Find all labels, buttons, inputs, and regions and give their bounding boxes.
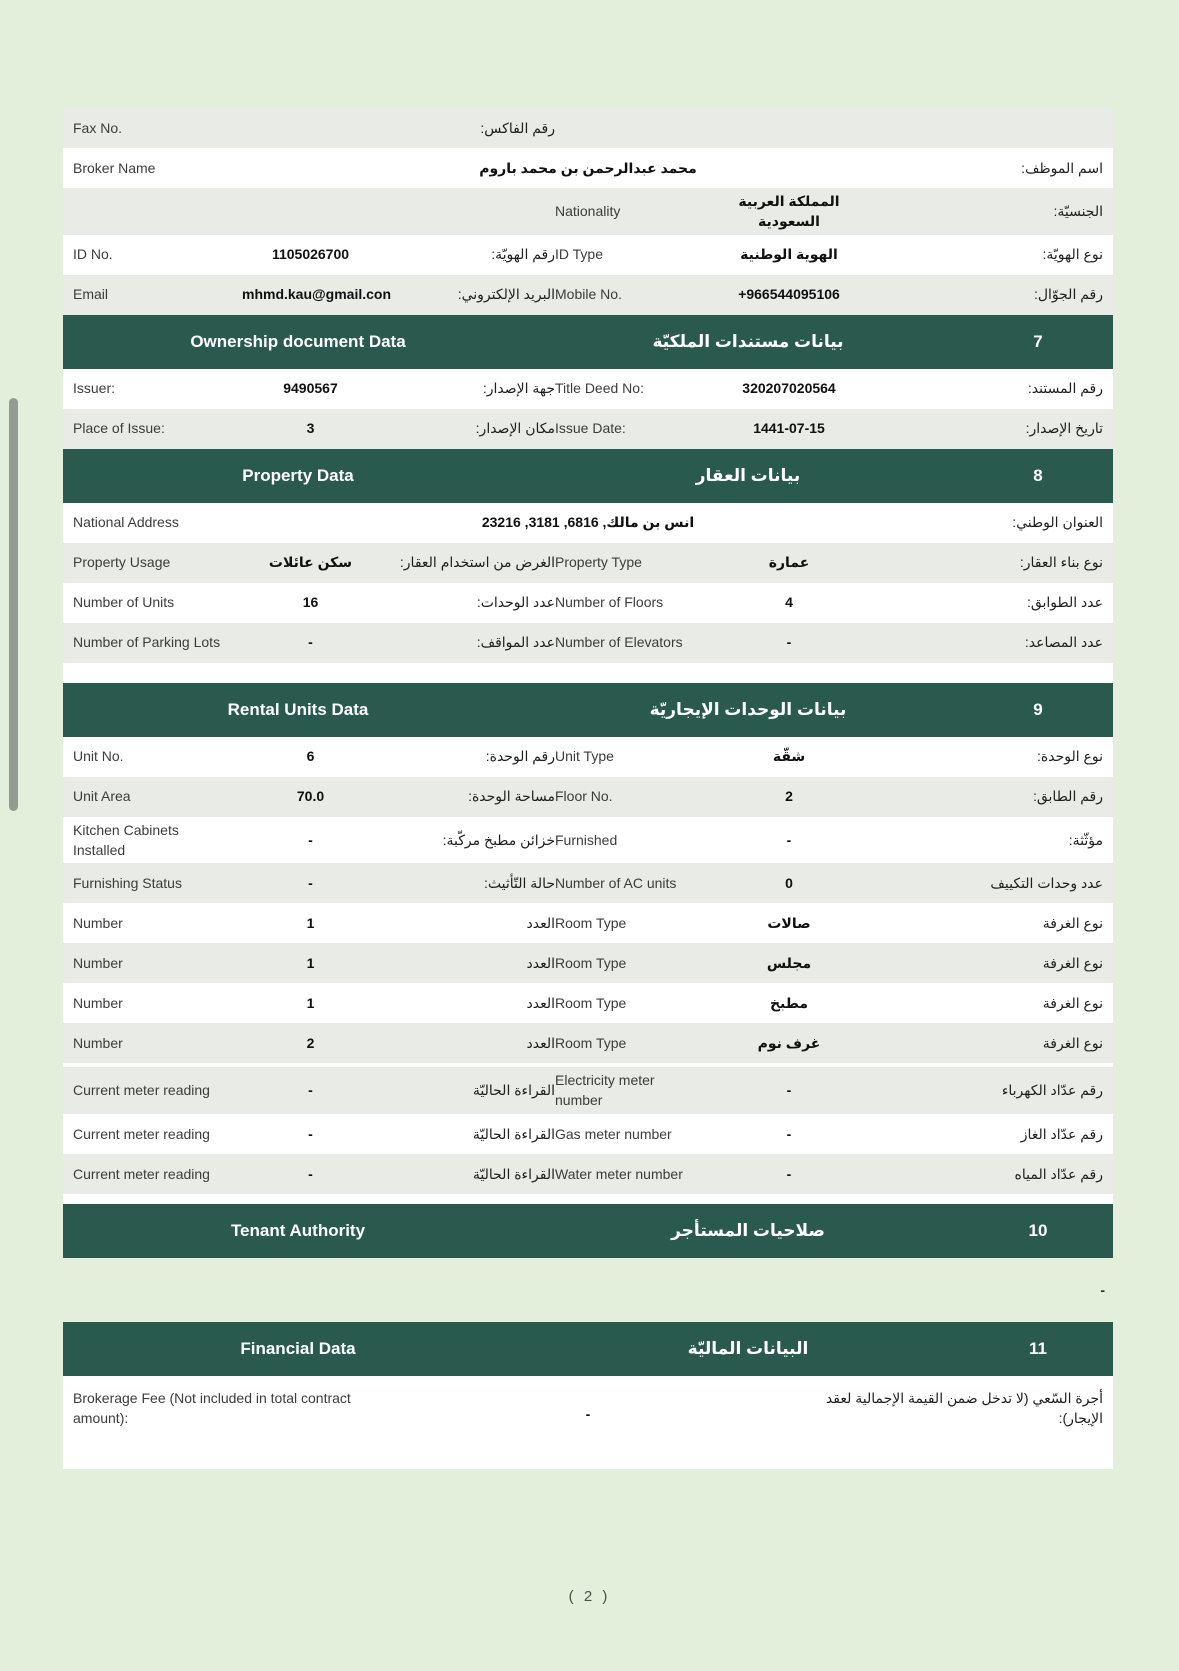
field-label-ar-left: رقم الوحدة: (485, 748, 555, 765)
field-label-ar-right: عدد وحدات التكييف (990, 875, 1103, 892)
row-tenant-authority-empty (63, 1258, 1113, 1322)
field-value-left: 6 (306, 748, 315, 765)
section-title-en: Tenant Authority (230, 1220, 366, 1240)
section-title-en: Financial Data (240, 1338, 356, 1358)
row-national-address (63, 503, 1113, 543)
row-gap-before-tenant-authority (63, 1194, 1113, 1204)
field-label-ar-right: نوع الغرفة (1042, 1035, 1103, 1052)
field-value: - (585, 1405, 591, 1422)
field-label-ar: أجرة السّعي (لا تدخل ضمن القيمة الإجمالية لعقد الإيجار): (825, 1389, 1103, 1427)
section-title-ar: بيانات العقار (695, 465, 801, 485)
field-value-right: 320207020564 (742, 380, 836, 397)
field-label-en-right: Electricity meter number (555, 1072, 655, 1109)
section-title-ar: بيانات مستندات الملكيّة (652, 331, 844, 351)
field-label-ar-right: نوع الغرفة (1042, 995, 1103, 1012)
field-label-en-right: Number of Elevators (555, 634, 683, 651)
row-electricity-meter (63, 1067, 1113, 1114)
row-room-halls (63, 903, 1113, 943)
field-label-en-left: Number of Units (73, 594, 175, 611)
row-nationality (63, 188, 1113, 235)
field-value-left: mhmd.kau@gmail.con (242, 286, 392, 303)
section-title-ar: البيانات الماليّة (687, 1338, 809, 1358)
field-label-en: Broker Name (73, 159, 156, 176)
field-label-ar-left: الغرض من استخدام العقار: (399, 554, 555, 571)
field-value-right: 4 (785, 594, 793, 611)
section-header-ownership-document-data (63, 315, 1113, 369)
section-title-en: Property Data (242, 465, 354, 485)
field-value-right: - (786, 1082, 792, 1099)
field-label-ar-right: نوع الهويّة: (1042, 246, 1103, 263)
field-value-right: الهوية الوطنية (740, 246, 838, 263)
field-label-ar-right: الجنسيّة: (1053, 203, 1103, 220)
field-value-left: 3 (306, 420, 315, 437)
section-header-financial-data (63, 1322, 1113, 1376)
field-value-right: شقّة (772, 748, 806, 765)
field-label-en-left: Number (73, 995, 123, 1012)
field-label-en-right: Furnished (555, 831, 618, 848)
section-number: 7 (1033, 331, 1043, 351)
row-units-floors (63, 583, 1113, 623)
section-title-ar: صلاحيات المستأجر (671, 1220, 825, 1240)
row-room-majlis (63, 943, 1113, 983)
field-value-left: 1 (306, 995, 315, 1012)
field-label-en: National Address (73, 514, 179, 531)
field-label-ar: العنوان الوطني: (1012, 514, 1103, 531)
field-value: انس بن مالك, 6816, 3181, 23216 (481, 514, 695, 531)
field-label-ar-left: العدد (526, 915, 555, 932)
field-label-en-left: Unit No. (73, 748, 124, 765)
field-label-ar-left: العدد (526, 1035, 555, 1052)
section-title-en: Ownership document Data (190, 331, 406, 351)
field-label-en-left: Number (73, 955, 123, 972)
row-gas-meter (63, 1114, 1113, 1154)
field-value-left: - (308, 831, 313, 848)
scrollbar-thumb[interactable] (9, 398, 18, 811)
field-label-ar-right: رقم الطابق: (1032, 788, 1103, 805)
field-label-en-right: Room Type (555, 1035, 627, 1052)
row-unit-no-type (63, 737, 1113, 777)
field-label-en-right: Issue Date: (555, 420, 626, 437)
field-value-left: 9490567 (283, 380, 338, 397)
field-value-right: - (786, 1125, 792, 1142)
field-label-en-left: Number of Parking Lots (73, 634, 221, 651)
field-value-left: 70.0 (296, 788, 325, 805)
row-email-mobile (63, 275, 1113, 315)
field-label-en-right: Mobile No. (555, 286, 622, 303)
field-label-en-left: Number (73, 1035, 123, 1052)
section-header-rental-units-data (63, 683, 1113, 737)
field-label-en-left: ID No. (73, 246, 113, 263)
row-property-usage-type (63, 543, 1113, 583)
field-label-ar-left: حالة التّأثيث: (484, 875, 555, 892)
field-value-left: 1 (306, 955, 315, 972)
field-value-right: عمارة (768, 554, 810, 571)
field-label-en-right: Water meter number (555, 1165, 683, 1182)
field-value-right: 1441-07-15 (753, 420, 825, 437)
field-label-ar-right: نوع بناء العقار: (1019, 554, 1103, 571)
section-header-tenant-authority (63, 1204, 1113, 1258)
field-label-ar-left: جهة الإصدار: (482, 380, 555, 397)
field-label-ar-right: نوع الغرفة (1042, 915, 1103, 932)
field-value: محمد عبدالرحمن بن محمد باروم (479, 159, 697, 176)
field-label-en-left: Kitchen Cabinets Installed (73, 821, 179, 858)
field-label-en-left: Unit Area (73, 788, 131, 805)
field-label-ar-left: البريد الإلكتروني: (457, 286, 555, 303)
field-label-ar-right: تاريخ الإصدار: (1025, 420, 1103, 437)
field-label-en-left: Fax No. (73, 119, 123, 136)
field-label-en-left: Furnishing Status (73, 875, 182, 892)
field-label-en-right: Number of AC units (555, 875, 677, 892)
section-header-property-data (63, 449, 1113, 503)
field-label-en-left: Number (73, 915, 123, 932)
row-room-kitchen (63, 983, 1113, 1023)
field-label-ar: اسم الموظف: (1021, 159, 1103, 176)
field-label-ar-right: رقم عدّاد الغاز (1020, 1125, 1103, 1142)
row-broker-name (63, 148, 1113, 188)
field-label-ar-left: مكان الإصدار: (475, 420, 555, 437)
field-value-left: 1 (306, 915, 315, 932)
field-label-ar-left: القراءة الحاليّة (472, 1082, 555, 1099)
field-value-right: - (786, 634, 792, 651)
field-label-en: Brokerage Fee (Not included in total contract amount): (73, 1389, 351, 1427)
row-furnishing-ac-units (63, 863, 1113, 903)
row-room-bedrooms (63, 1023, 1113, 1063)
field-label-ar-right: رقم عدّاد الكهرباء (1001, 1082, 1103, 1099)
field-value-right: 2 (785, 788, 793, 805)
field-label-en-left: Current meter reading (73, 1082, 210, 1099)
section-number: 10 (1028, 1220, 1048, 1240)
field-label-en-left: Current meter reading (73, 1165, 210, 1182)
row-kitchen-furnished (63, 817, 1113, 864)
field-label-en-right: Room Type (555, 955, 627, 972)
page-number: ( 2 ) (568, 1588, 611, 1605)
row-brokerage-fee (63, 1376, 1113, 1469)
field-label-en-left: Issuer: (73, 380, 116, 397)
field-label-en-right: Room Type (555, 915, 627, 932)
field-label-ar-left: رقم الهويّة: (491, 246, 555, 263)
field-value-left: - (308, 1082, 313, 1099)
field-label-ar-left: العدد (526, 955, 555, 972)
field-label-en-left: Current meter reading (73, 1125, 210, 1142)
field-value-right: 0 (785, 875, 793, 892)
field-value-right: المملكة العربية السعودية (738, 193, 840, 230)
field-label-ar-left: العدد (526, 995, 555, 1012)
field-label-ar-left: رقم الفاكس: (480, 119, 555, 136)
field-value-right: مطبخ (769, 995, 809, 1012)
field-value-right: صالات (767, 915, 811, 932)
row-fax-no (63, 108, 1113, 148)
row-place-date-of-issue (63, 409, 1113, 449)
row-gap-before-rental-units (63, 663, 1113, 683)
field-label-ar-left: القراءة الحاليّة (472, 1165, 555, 1182)
field-label-ar-right: عدد المصاعد: (1024, 634, 1103, 651)
row-parking-elevators (63, 623, 1113, 663)
field-label-ar-right: نوع الغرفة (1042, 955, 1103, 972)
field-label-en-left: Place of Issue: (73, 420, 165, 437)
field-value-left: - (308, 634, 313, 651)
contract-document-table (63, 108, 1113, 1469)
field-label-ar-right: نوع الوحدة: (1037, 748, 1103, 765)
section-number: 8 (1033, 465, 1043, 485)
field-label-en-right: Unit Type (555, 748, 614, 765)
section-number: 9 (1033, 699, 1043, 719)
field-label-en-right: Nationality (555, 203, 621, 220)
field-label-en-right: Gas meter number (555, 1125, 672, 1142)
section-title-en: Rental Units Data (227, 699, 369, 719)
field-label-ar-left: عدد المواقف: (476, 634, 555, 651)
row-issuer-title-deed (63, 369, 1113, 409)
field-label-ar-right: مؤثّثة: (1068, 831, 1103, 848)
field-label-ar-right: رقم عدّاد المياه (1014, 1165, 1103, 1182)
field-value-left: سكن عائلات (268, 554, 353, 571)
field-value-right: +966544095106 (738, 286, 840, 303)
field-value-left: - (308, 1125, 313, 1142)
section-title-ar: بيانات الوحدات الإيجاريّة (649, 699, 847, 719)
field-label-ar-left: خزائن مطبخ مركّبة: (442, 831, 555, 848)
field-label-en-right: Title Deed No: (555, 380, 644, 397)
field-label-ar-right: رقم الجوّال: (1033, 286, 1103, 303)
field-label-en-right: ID Type (555, 246, 603, 263)
field-value-left: 2 (306, 1035, 315, 1052)
field-label-en-right: Property Type (555, 554, 642, 571)
field-label-en-right: Room Type (555, 995, 627, 1012)
field-value-left: - (308, 875, 313, 892)
field-value-right: مجلس (766, 955, 812, 972)
field-value-left: 16 (302, 594, 319, 611)
field-label-en-left: Email (73, 286, 109, 303)
row-unit-area-floor (63, 777, 1113, 817)
field-value-right: - (786, 831, 792, 848)
field-value-left: 1105026700 (271, 246, 350, 263)
field-label-ar-right: عدد الطوابق: (1026, 594, 1103, 611)
row-water-meter (63, 1154, 1113, 1194)
field-value-right: غرف نوم (757, 1035, 821, 1052)
field-label-ar-right: رقم المستند: (1027, 380, 1103, 397)
field-label-en-left: Property Usage (73, 554, 171, 571)
field-label-en-right: Number of Floors (555, 594, 664, 611)
section-number: 11 (1029, 1338, 1047, 1358)
field-label-ar-left: مساحة الوحدة: (468, 788, 555, 805)
field-label-en-right: Floor No. (555, 788, 613, 805)
row-id-number-type (63, 235, 1113, 275)
empty-value-dash: - (1100, 1281, 1105, 1298)
field-value-right: - (786, 1165, 792, 1182)
field-label-ar-left: عدد الوحدات: (476, 594, 555, 611)
field-value-left: - (308, 1165, 313, 1182)
field-label-ar-left: القراءة الحاليّة (472, 1125, 555, 1142)
